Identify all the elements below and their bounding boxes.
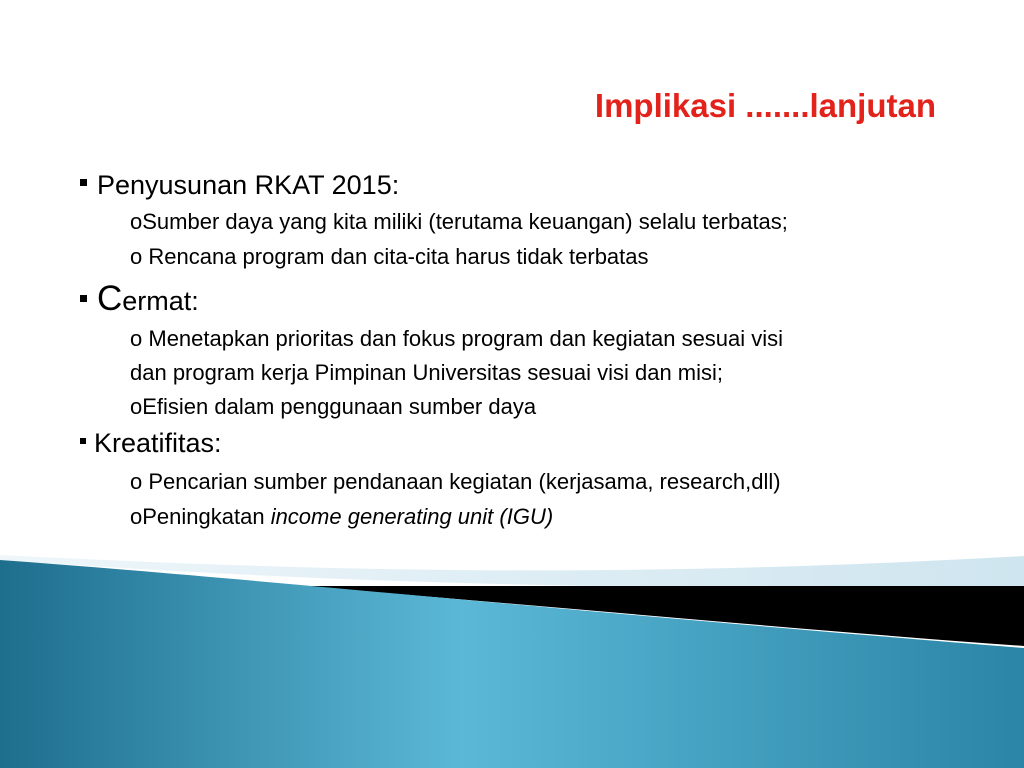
circle-bullet-icon: o <box>130 394 143 419</box>
square-bullet-icon <box>80 295 87 302</box>
heading-kreatifitas: Kreatifitas: <box>94 428 222 458</box>
slide-title: Implikasi .......lanjutan <box>594 87 936 124</box>
circle-bullet-icon: o <box>130 244 143 269</box>
circle-bullet-icon: o <box>130 469 143 494</box>
text-pencarian: Pencarian sumber pendanaan kegiatan (kerjasama, research,dll) <box>142 469 781 494</box>
square-bullet-icon <box>80 438 86 444</box>
sub-bullet-menetapkan <box>130 324 783 354</box>
circle-bullet-icon: o <box>130 326 143 351</box>
sub-bullet-pencarian <box>130 467 781 497</box>
sub-bullet-sumber-daya <box>130 207 788 237</box>
text-sumber-daya: Sumber daya yang kita miliki (terutama keuangan) selalu terbatas; <box>142 209 788 234</box>
sub-bullet-peningkatan <box>130 502 553 532</box>
text-menetapkan: Menetapkan prioritas dan fokus program dan kegiatan sesuai visi <box>142 326 784 351</box>
bullet-kreatifitas <box>80 428 222 458</box>
text-peningkatan: Peningkatan <box>142 504 271 529</box>
heading-cermat-rest: ermat: <box>122 286 199 316</box>
sub-bullet-efisien <box>130 392 536 422</box>
heading-penyusunan: Penyusunan RKAT 2015: <box>97 170 400 200</box>
square-bullet-icon <box>80 179 87 186</box>
bullet-penyusunan <box>80 170 399 200</box>
text-efisien: Efisien dalam penggunaan sumber daya <box>142 394 537 419</box>
sub-bullet-rencana <box>130 242 649 272</box>
bullet-cermat <box>80 279 199 318</box>
heading-cermat-initial: C <box>97 279 123 318</box>
text-rencana: Rencana program dan cita-cita harus tidak terbatas <box>142 244 649 269</box>
circle-bullet-icon: o <box>130 504 143 529</box>
circle-bullet-icon: o <box>130 209 143 234</box>
text-menetapkan-continuation: dan program kerja Pimpinan Universitas sesuai visi dan misi; <box>130 360 724 385</box>
text-igu-italic: income generating unit (IGU) <box>270 504 554 529</box>
